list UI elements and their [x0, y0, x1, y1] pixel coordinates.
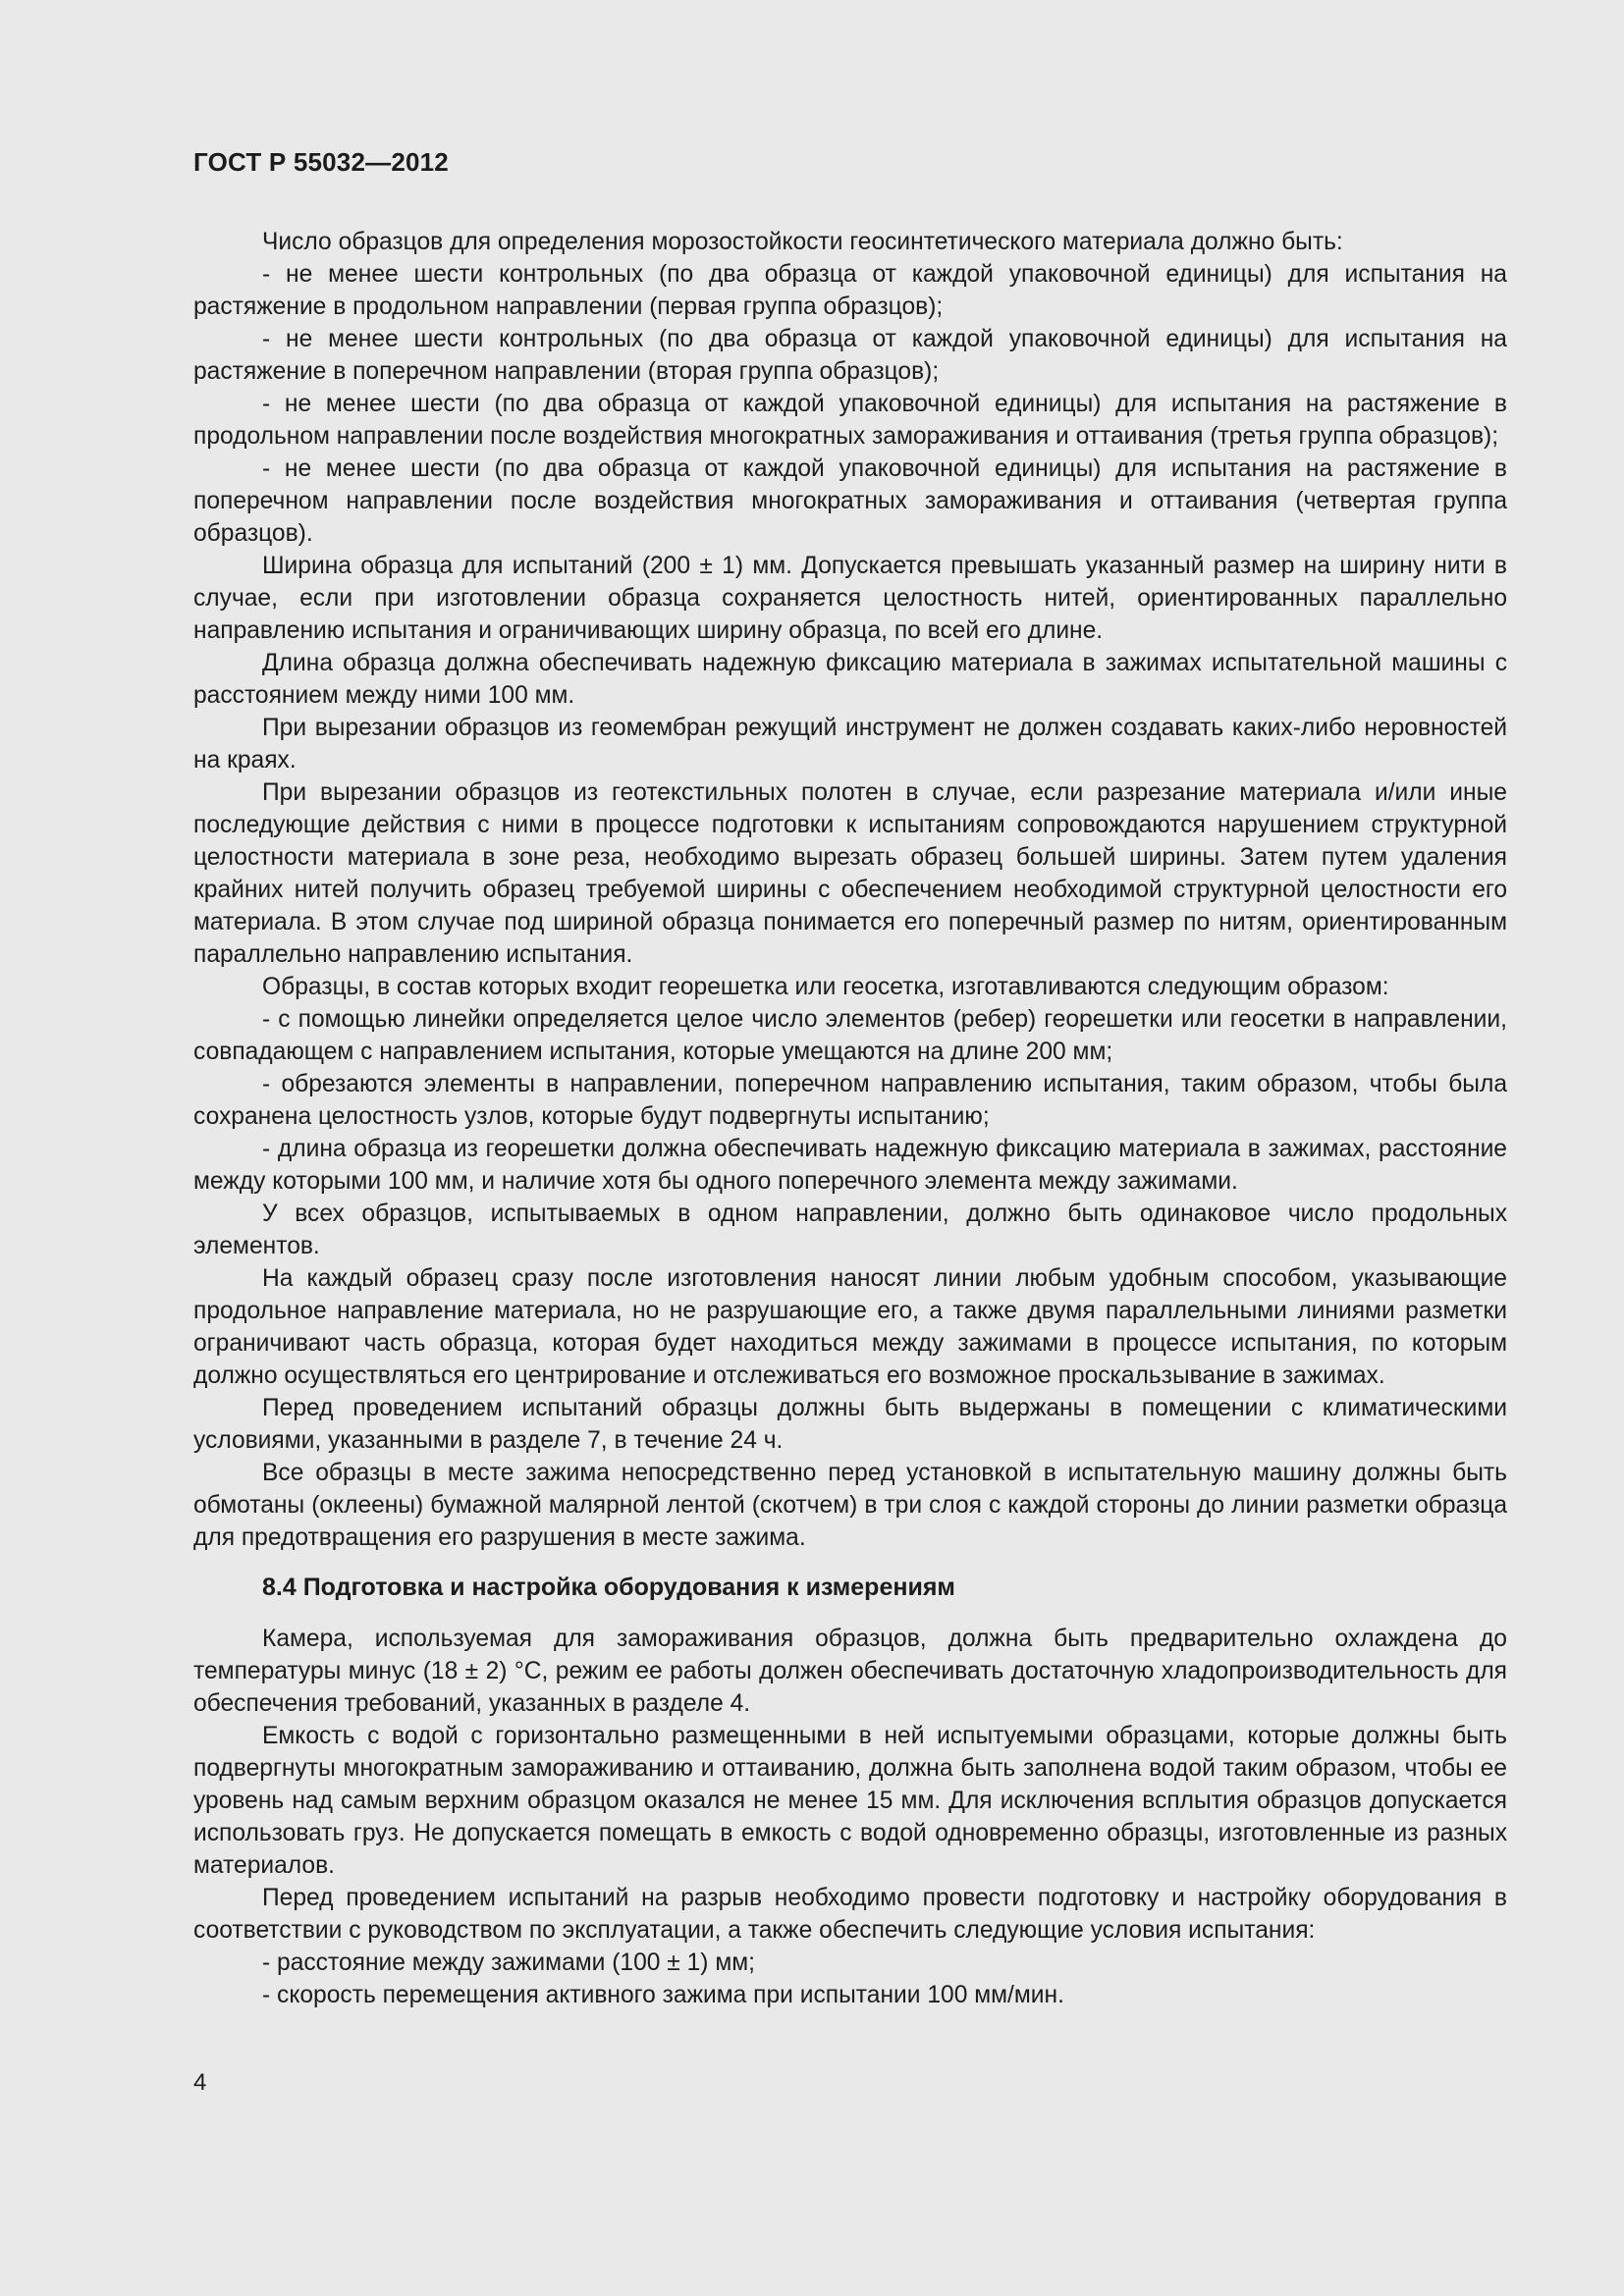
paragraph: У всех образцов, испытываемых в одном направлении, должно быть одинаковое число продольных элементов.: [193, 1201, 1507, 1259]
page-number: 4: [193, 2069, 207, 2096]
paragraph: При вырезании образцов из геомембран режущий инструмент не должен создавать каких-либо неровностей на краях.: [193, 715, 1507, 774]
paragraph: - не менее шести (по два образца от каждой упаковочной единицы) для испытания на растяжение в поперечном направлении после воздействия многократных замораживания и оттаивания (четвертая группа образцов).: [193, 455, 1507, 547]
paragraph: Камера, используемая для замораживания образцов, должна быть предварительно охлаждена до температуры минус (18 ± 2) °С, режим ее работы должен обеспечивать достаточную хладопроизводительность для обеспечения требований, указанных в разделе 4.: [193, 1626, 1507, 1717]
paragraph: Ширина образца для испытаний (200 ± 1) мм. Допускается превышать указанный размер на ширину нити в случае, если при изготовлении образца сохраняется целостность нитей, ориентированных параллельно направлению испытания и ограничивающих ширину образца, по всей его длине.: [193, 553, 1507, 644]
paragraph: Длина образца должна обеспечивать надежную фиксацию материала в зажимах испытательной машины с расстоянием между ними 100 мм.: [193, 650, 1507, 709]
paragraph: - не менее шести контрольных (по два образца от каждой упаковочной единицы) для испытания на растяжение в поперечном направлении (вторая группа образцов);: [193, 326, 1507, 385]
paragraph: Перед проведением испытаний образцы должны быть выдержаны в помещении с климатическими условиями, указанными в разделе 7, в течение 24 ч.: [193, 1395, 1507, 1454]
paragraph: - не менее шести контрольных (по два образца от каждой упаковочной единицы) для испытания на растяжение в продольном направлении (первая группа образцов);: [193, 261, 1507, 320]
document-body: [193, 226, 1507, 2011]
paragraph: - расстояние между зажимами (100 ± 1) мм;: [262, 1949, 755, 1976]
paragraph: На каждый образец сразу после изготовления наносят линии любым удобным способом, указывающие продольное направление материала, но не разрушающие его, а также двумя параллельными линиями разметки ограничивают часть образца, которая будет находиться между зажимами в процессе испытания, по которым должно осуществляться его центрирование и отслеживаться его возможное проскальзывание в зажимах.: [193, 1265, 1507, 1389]
paragraph: - с помощью линейки определяется целое число элементов (ребер) георешетки или геосетки в направлении, совпадающем с направлением испытания, которые умещаются на длине 200 мм;: [193, 1006, 1507, 1065]
section-heading: 8.4 Подготовка и настройка оборудования к измерениям: [262, 1574, 955, 1601]
paragraph: Все образцы в месте зажима непосредственно перед установкой в испытательную машину должны быть обмотаны (оклеены) бумажной малярной лентой (скотчем) в три слоя с каждой стороны до линии разметки образца для предотвращения его разрушения в месте зажима.: [193, 1460, 1507, 1551]
paragraph: - длина образца из георешетки должна обеспечивать надежную фиксацию материала в зажимах, расстояние между которыми 100 мм, и наличие хотя бы одного поперечного элемента между зажимами.: [193, 1136, 1507, 1195]
document-header: ГОСТ Р 55032—2012: [193, 147, 449, 177]
paragraph: - обрезаются элементы в направлении, поперечном направлению испытания, таким образом, чтобы была сохранена целостность узлов, которые будут подвергнуты испытанию;: [193, 1071, 1507, 1130]
paragraph: Число образцов для определения морозостойкости геосинтетического материала должно быть:: [262, 229, 1343, 255]
paragraph: Образцы, в состав которых входит георешетка или геосетка, изготавливаются следующим образом:: [262, 974, 1389, 1000]
paragraph: - скорость перемещения активного зажима при испытании 100 мм/мин.: [262, 1982, 1064, 2008]
paragraph: При вырезании образцов из геотекстильных полотен в случае, если разрезание материала и/или иные последующие действия с ними в процессе подготовки к испытаниям сопровождаются нарушением структурной целостности материала в зоне реза, необходимо вырезать образец большей ширины. Затем путем удаления крайних нитей получить образец требуемой ширины с обеспечением необходимой структурной целостности его материала. В этом случае под шириной образца понимается его поперечный размер по нитям, ориентированным параллельно направлению испытания.: [193, 779, 1507, 968]
paragraph: Перед проведением испытаний на разрыв необходимо провести подготовку и настройку оборудования в соответствии с руководством по эксплуатации, а также обеспечить следующие условия испытания:: [193, 1885, 1507, 1944]
paragraph: Емкость с водой с горизонтально размещенными в ней испытуемыми образцами, которые должны быть подвергнуты многократным замораживанию и оттаиванию, должна быть заполнена водой таким образом, чтобы ее уровень над самым верхним образцом оказался не менее 15 мм. Для исключения всплытия образцов допускается использовать груз. Не допускается помещать в емкость с водой одновременно образцы, изготовленные из разных материалов.: [193, 1723, 1507, 1879]
paragraph: - не менее шести (по два образца от каждой упаковочной единицы) для испытания на растяжение в продольном направлении после воздействия многократных замораживания и оттаивания (третья группа образцов);: [193, 391, 1507, 450]
